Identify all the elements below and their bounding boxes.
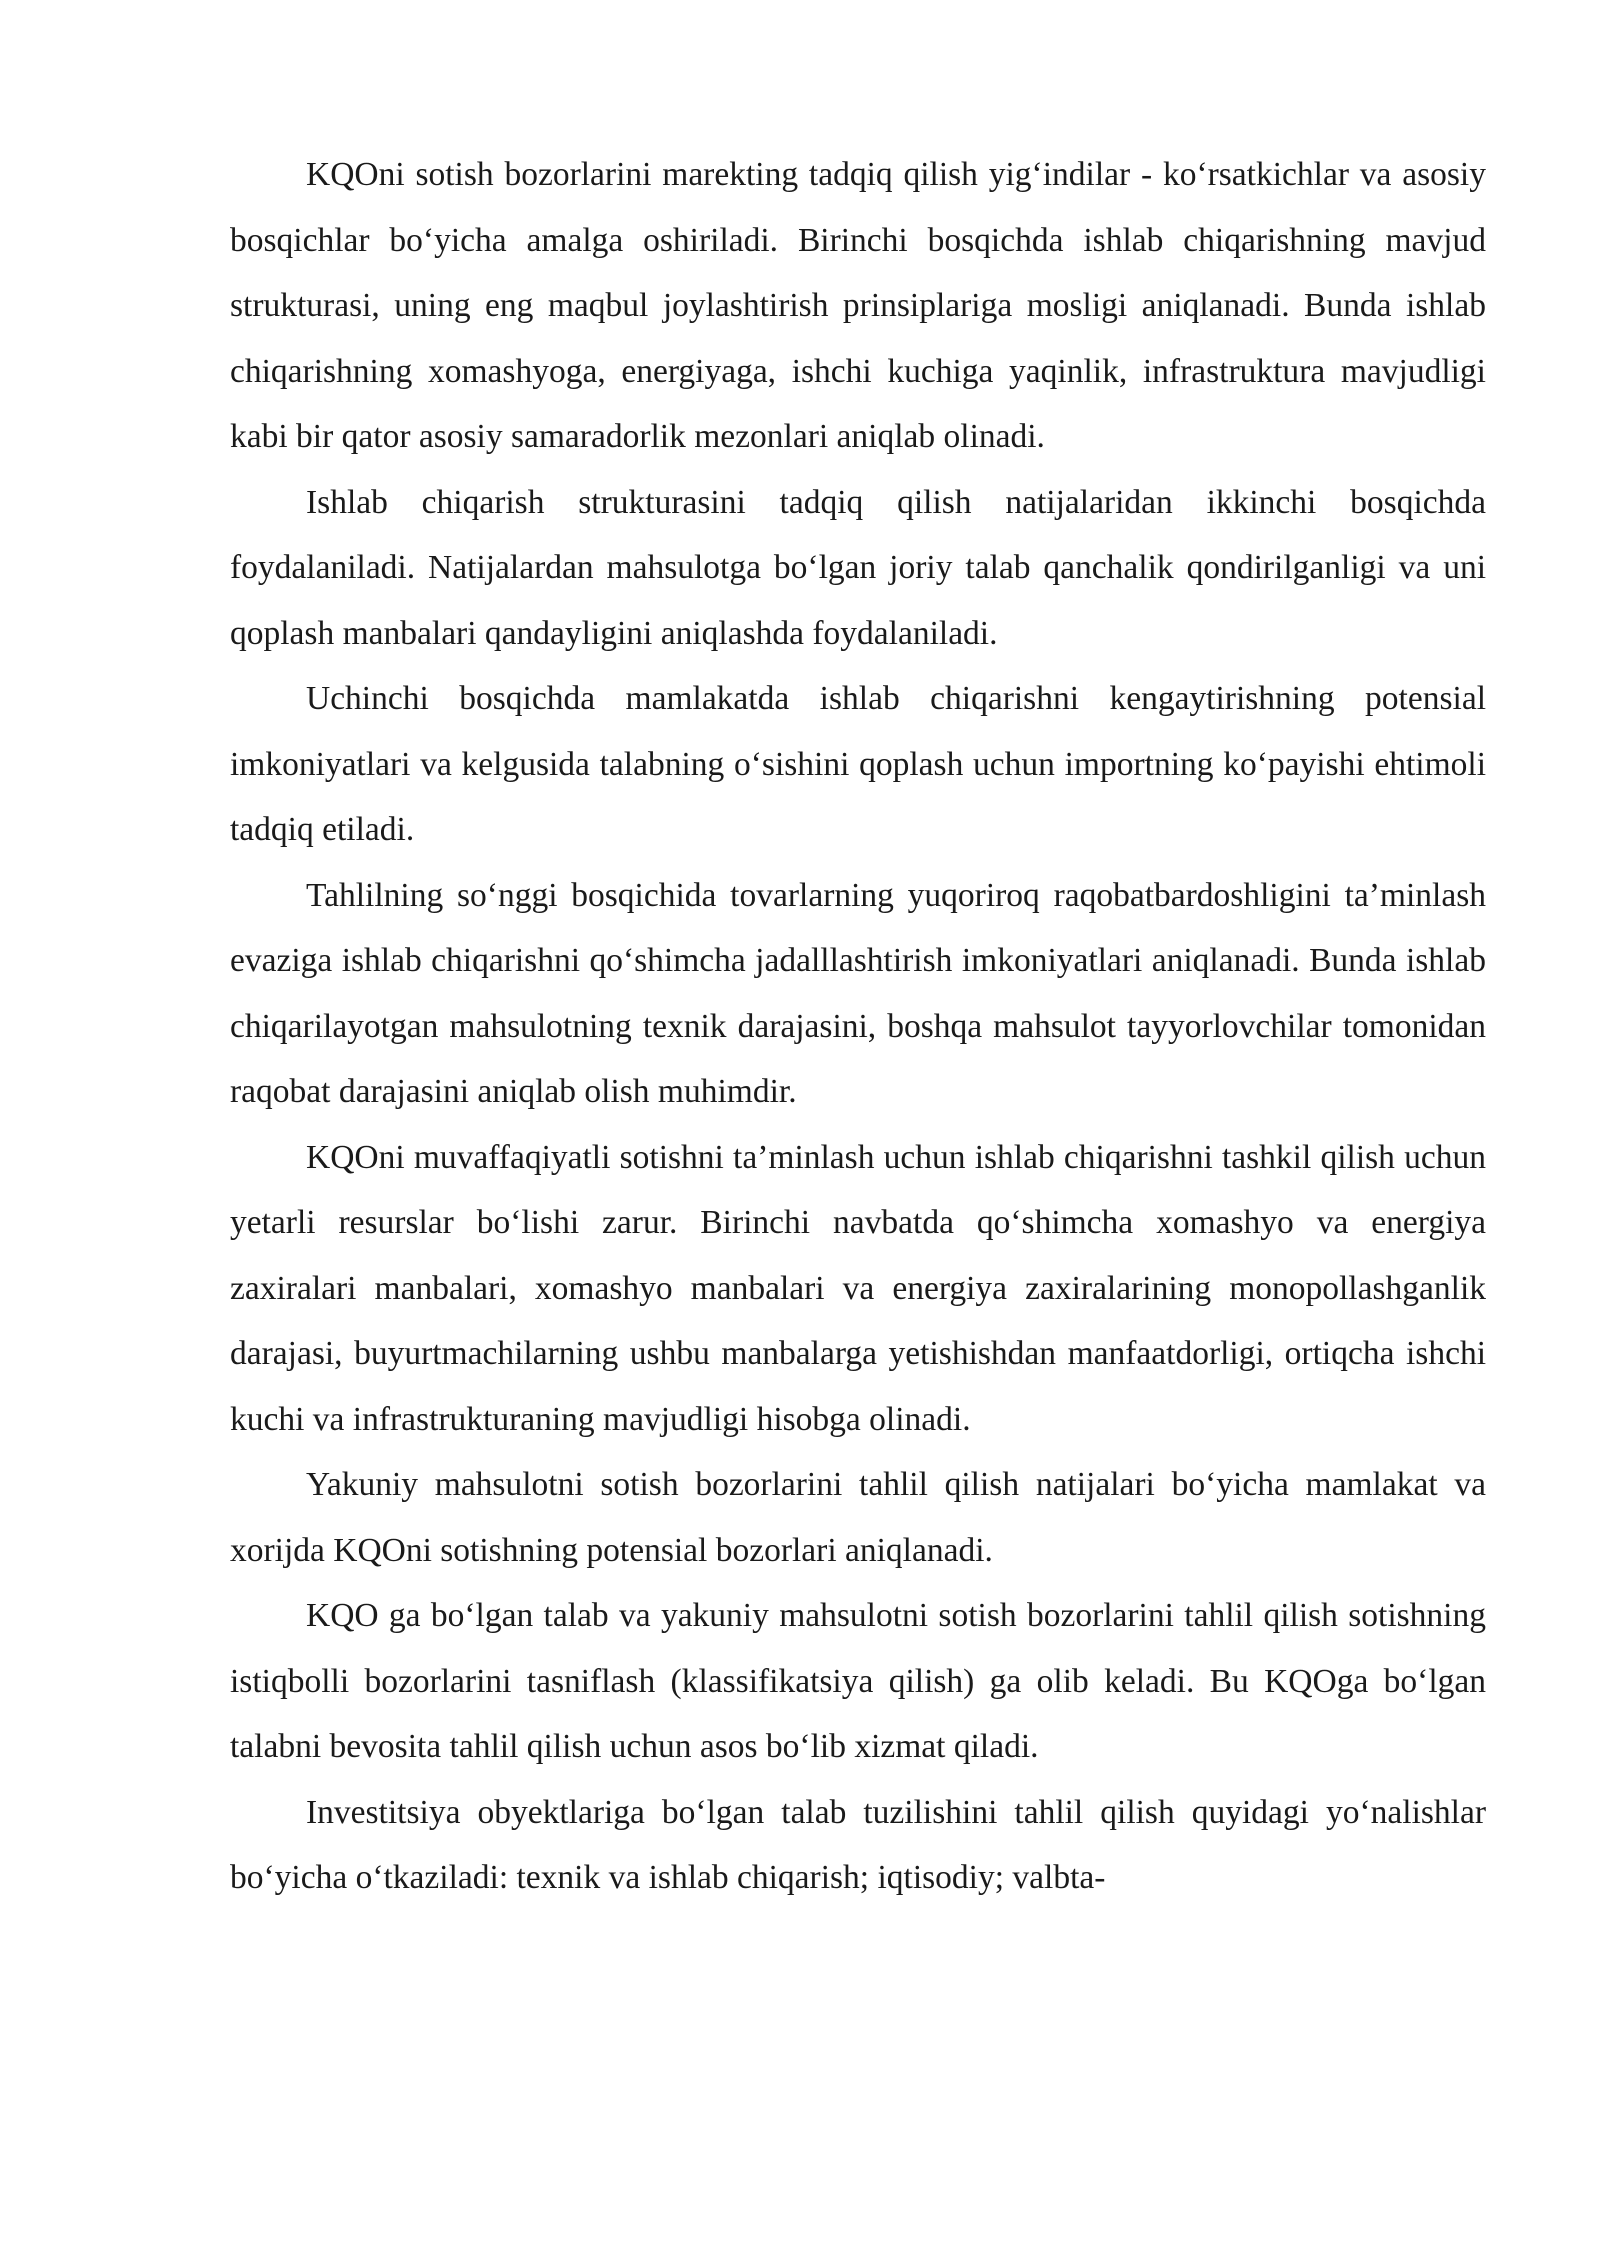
paragraph: Ishlab chiqarish strukturasini tadqiq qilish natijalaridan ikkinchi bosqichda foydalaniladi. Natijalardan mahsulotga bo‘lgan joriy talab qanchalik qondirilganligi va uni qoplash manbalari qandayligini aniqlashda foydalaniladi. [230, 483, 1486, 652]
paragraph: KQO ga bo‘lgan talab va yakuniy mahsulotni sotish bozorlarini tahlil qilish sotishning istiqbolli bozorlarini tasniflash (klassifikatsiya qilish) ga olib keladi. Bu KQOga bo‘lgan talabni bevosita tahlil qilish uchun asos bo‘lib xizmat qiladi. [230, 1597, 1486, 1765]
paragraph: Yakuniy mahsulotni sotish bozorlarini tahlil qilish natijalari bo‘yicha mamlakat va xorijda KQOni sotishning potensial bozorlari aniqlanadi. [230, 1466, 1486, 1569]
paragraph: KQOni sotish bozorlarini marekting tadqiq qilish yig‘indilar - ko‘rsatkichlar va asosiy bosqichlar bo‘yicha amalga oshiriladi. Birinchi bosqichda ishlab chiqarishning mavjud strukturasi, uning eng maqbul joylashtirish prinsiplariga mosligi aniqlanadi. Bunda ishlab chiqarishning xomashyoga, energiyaga, ishchi kuchiga yaqinlik, infrastruktura mavjudligi kabi bir qator asosiy samaradorlik mezonlari aniqlab olinadi. [230, 156, 1486, 455]
paragraph: Uchinchi bosqichda mamlakatda ishlab chiqarishni kengaytirishning potensial imkoniyatlari va kelgusida talabning o‘sishini qoplash uchun importning ko‘payishi ehtimoli tadqiq etiladi. [230, 680, 1486, 848]
paragraph: Tahlilning so‘nggi bosqichida tovarlarning yuqoriroq raqobatbardoshligini ta’minlash evaziga ishlab chiqarishni qo‘shimcha jadalllashtirish imkoniyatlari aniqlanadi. Bunda ishlab chiqarilayotgan mahsulotning texnik darajasini, boshqa mahsulot tayyorlovchilar tomonidan raqobat darajasini aniqlab olish muhimdir. [230, 876, 1486, 1110]
paragraph: KQOni muvaffaqiyatli sotishni ta’minlash uchun ishlab chiqarishni tashkil qilish uchun yetarli resurslar bo‘lishi zarur. Birinchi navbatda qo‘shimcha xomashyo va energiya zaxiralari manbalari, xomashyo manbalari va energiya zaxiralarining monopollashganlik darajasi, buyurtmachilarning ushbu manbalarga yetishishdan manfaatdorligi, ortiqcha ishchi kuchi va infrastrukturaning mavjudligi hisobga olinadi. [230, 1138, 1486, 1438]
document-page [230, 142, 1486, 1911]
paragraph: Investitsiya obyektlariga bo‘lgan talab tuzilishini tahlil qilish quyidagi yo‘nalishlar bo‘yicha o‘tkaziladi: texnik va ishlab chiqarish; iqtisodiy; valbta- [230, 1793, 1486, 1896]
